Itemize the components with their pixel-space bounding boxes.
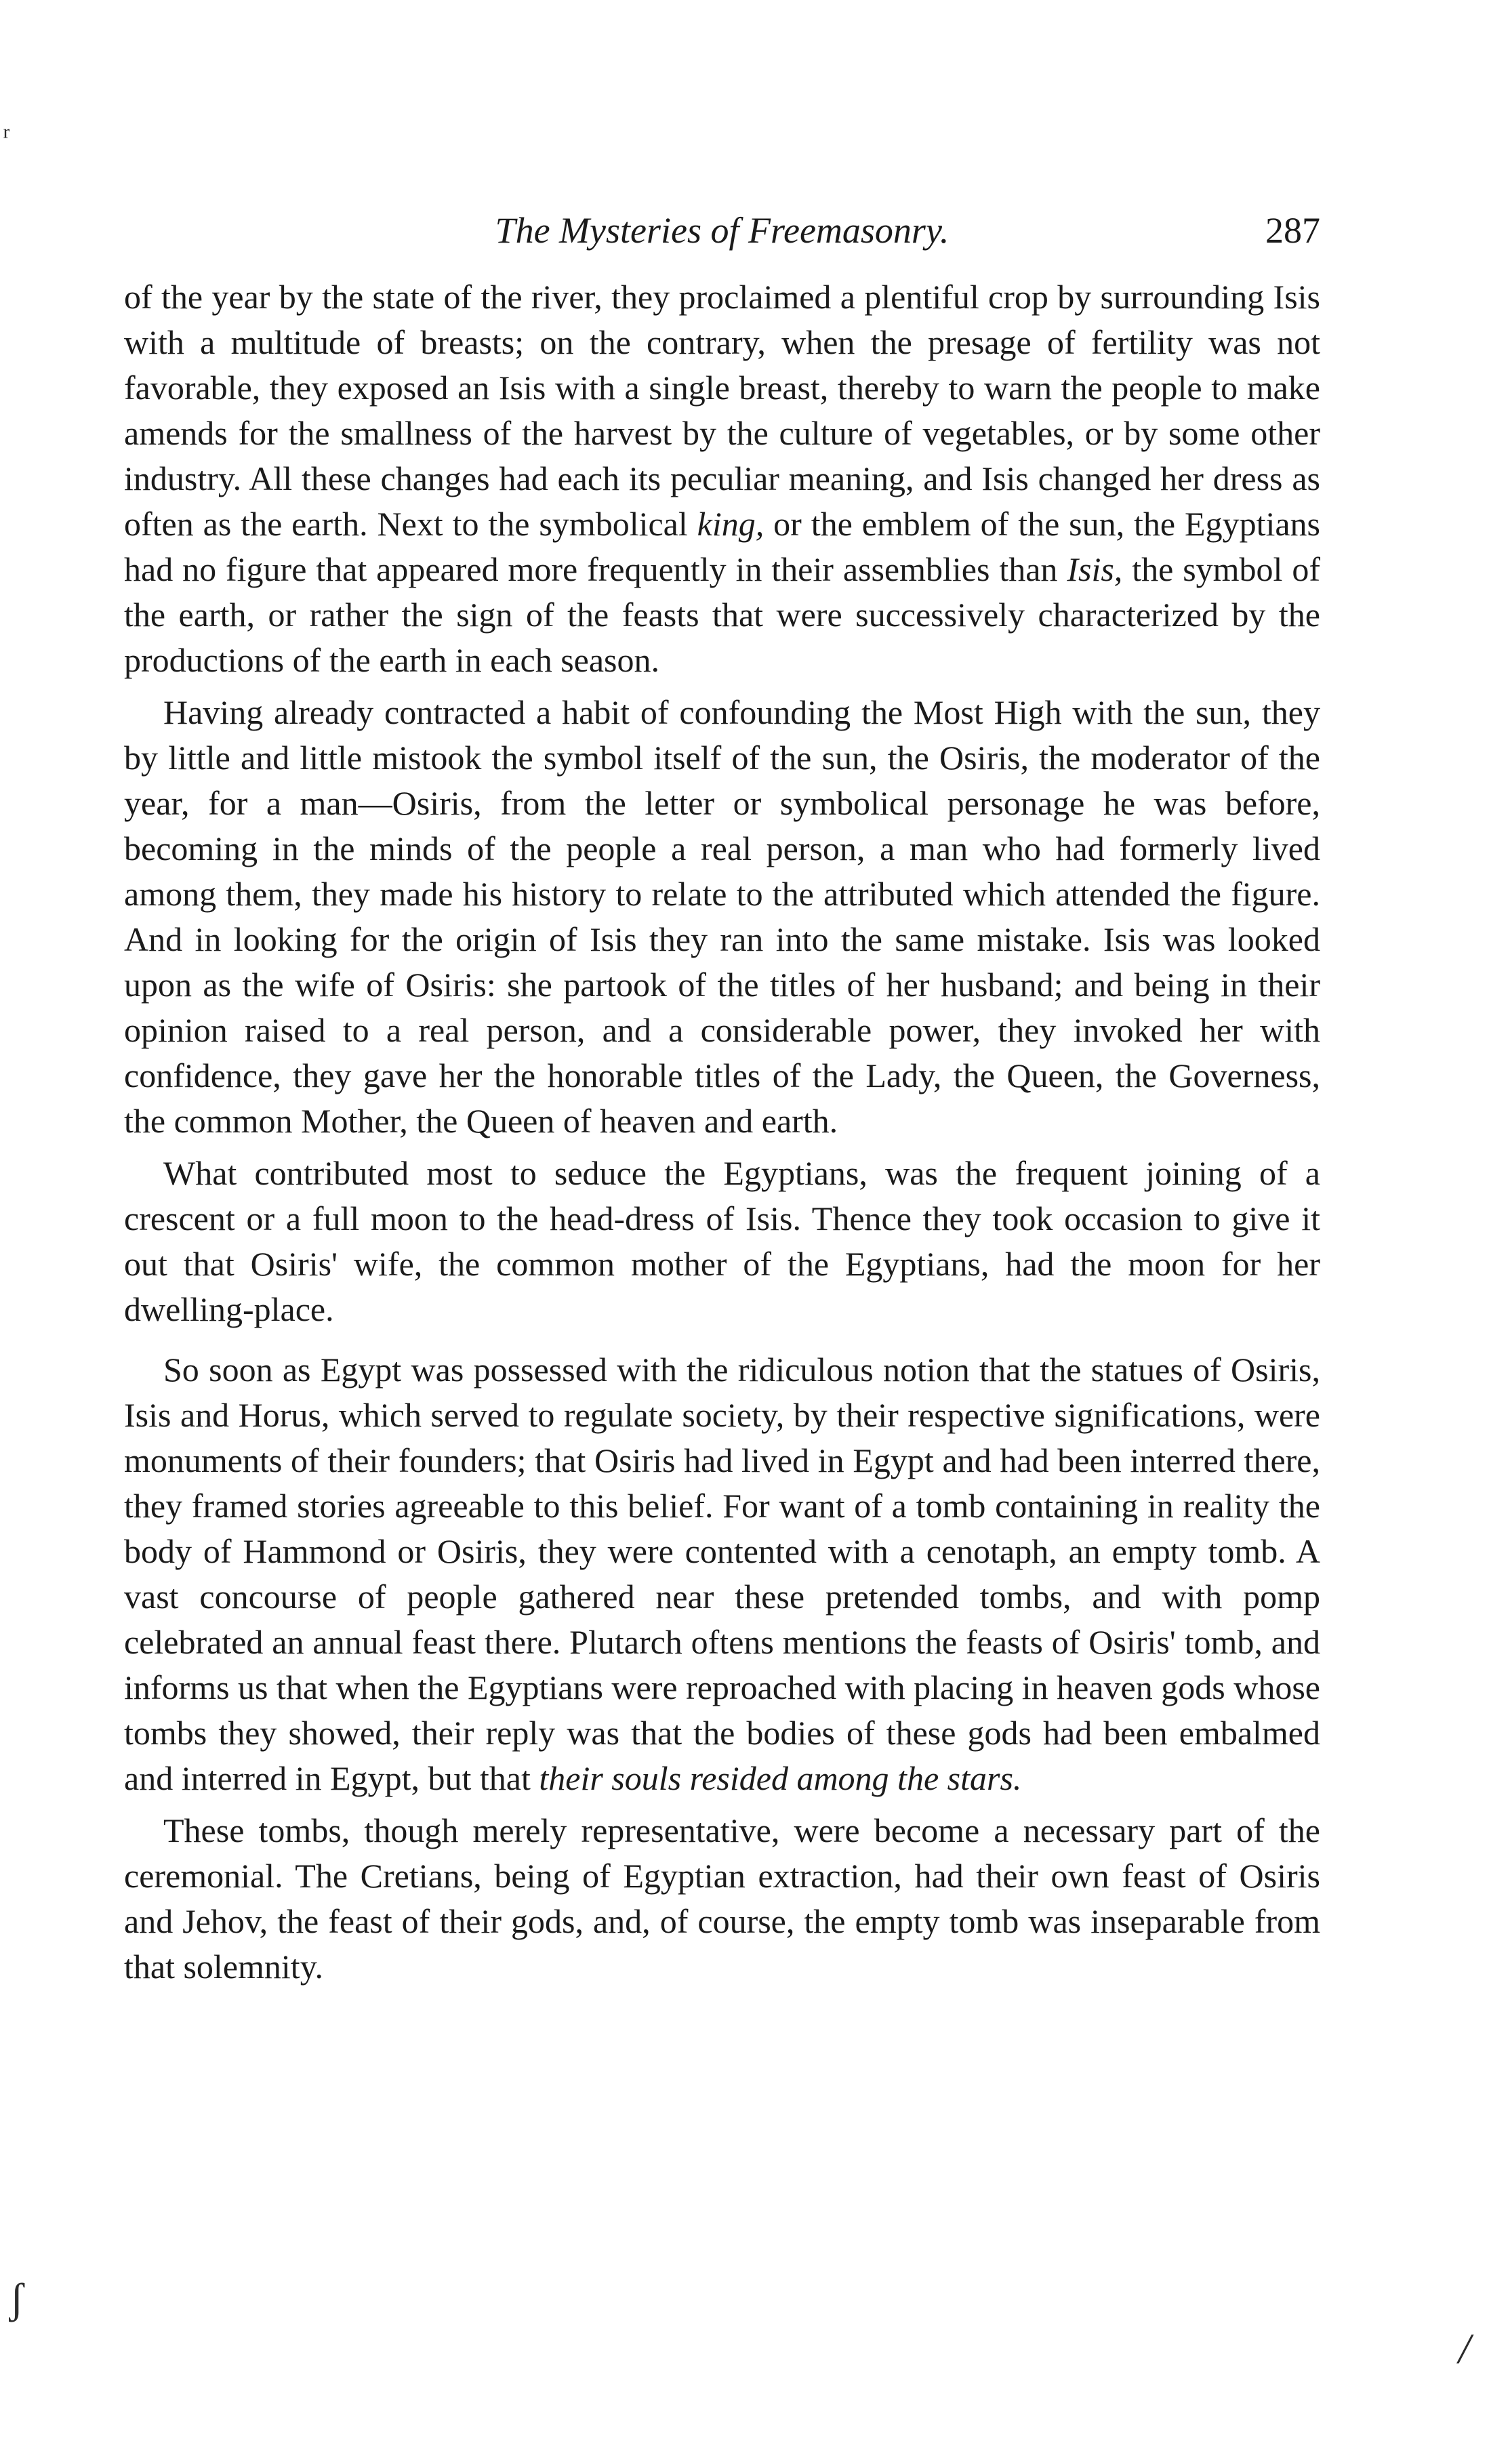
running-head xyxy=(124,203,1320,258)
margin-mark-bottom-right: / xyxy=(1458,2324,1471,2373)
paragraph-3: What contributed most to seduce the Egyptians, was the frequent joining of a crescent or a full moon to the head-dress of Isis. Thence they took occasion to give it out that Osiris' wife, the common mother of the Egyptians, had the moon for her dwelling-place. xyxy=(124,1154,1320,1328)
margin-mark-top-left: ʳ xyxy=(3,119,10,155)
paragraph-4 xyxy=(124,1347,1320,1801)
paragraph-1-king: king, xyxy=(697,505,764,543)
paragraph-1-part-b: or the emblem of the sun, the Egyptians had no figure that appeared more frequently in their assemblies than xyxy=(124,505,1320,588)
paragraph-2: Having already contracted a habit of confounding the Most High with the sun, they by little and little mistook the symbol itself of the sun, the Osiris, the moderator of the year, for a man—Osiris, from the letter or symbolical personage he was before, becoming in the minds of the people a real person, a man who had formerly lived among them, they made his history to relate to the attributed which attended the figure. And in looking for the origin of Isis they ran into the same mistake. Isis was looked upon as the wife of Osiris: she partook of the titles of her husband; and being in their opinion raised to a real person, and a considerable power, they invoked her with confidence, they gave her the honorable titles of the Lady, the Queen, the Governess, the common Mother, the Queen of heaven and earth. xyxy=(124,693,1320,1140)
paragraph-4-part-a: So soon as Egypt was possessed with the ridiculous notion that the statues of Osiris, Isis and Horus, which served to regulate society, by their respective significations, were monuments of their founders; that Osiris had lived in Egypt and had been interred there, they framed stories agreeable to this belief. For want of a tomb containing in reality the body of Hammond or Osiris, they were contented with a cenotaph, an empty tomb. A vast concourse of people gathered near these pretended tombs, and with pomp celebrated an annual feast there. Plutarch oftens mentions the feasts of Osiris' tomb, and informs us that when the Egyptians were reproached with placing in heaven gods whose tombs they showed, their reply was that the bodies of these gods had been embalmed and interred in Egypt, but that xyxy=(124,1351,1320,1797)
running-title: The Mysteries of Freemasonry. xyxy=(495,210,950,251)
body-text xyxy=(124,274,1320,1996)
margin-mark-bottom-left: ʃ xyxy=(9,2274,24,2322)
paragraph-4-italic: their souls resided among the stars. xyxy=(539,1759,1022,1797)
paragraph-5: These tombs, though merely representative, were become a necessary part of the ceremonial. The Cretians, being of Egyptian extraction, had their own feast of Osiris and Jehov, the feast of their gods, and, of course, the empty tomb was inseparable from that solemnity. xyxy=(124,1811,1320,1986)
paragraph-1-part-c: the symbol of the earth, or rather the sign of the feasts that were successively characterized by the productions of the earth in each season. xyxy=(124,550,1320,679)
paragraph-1 xyxy=(124,274,1320,683)
page-number: 287 xyxy=(1265,210,1320,251)
paragraph-1-isis: Isis, xyxy=(1067,550,1123,588)
paragraph-1-part-a: of the year by the state of the river, they proclaimed a plentiful crop by surrounding Isis with a multitude of breasts; on the contrary, when the presage of fertility was not favorable, they exposed an Isis with a single breast, thereby to warn the people to make amends for the smallness of the harvest by the culture of vegetables, or by some other industry. All these changes had each its peculiar meaning, and Isis changed her dress as often as the earth. Next to the symbolical xyxy=(124,278,1320,543)
